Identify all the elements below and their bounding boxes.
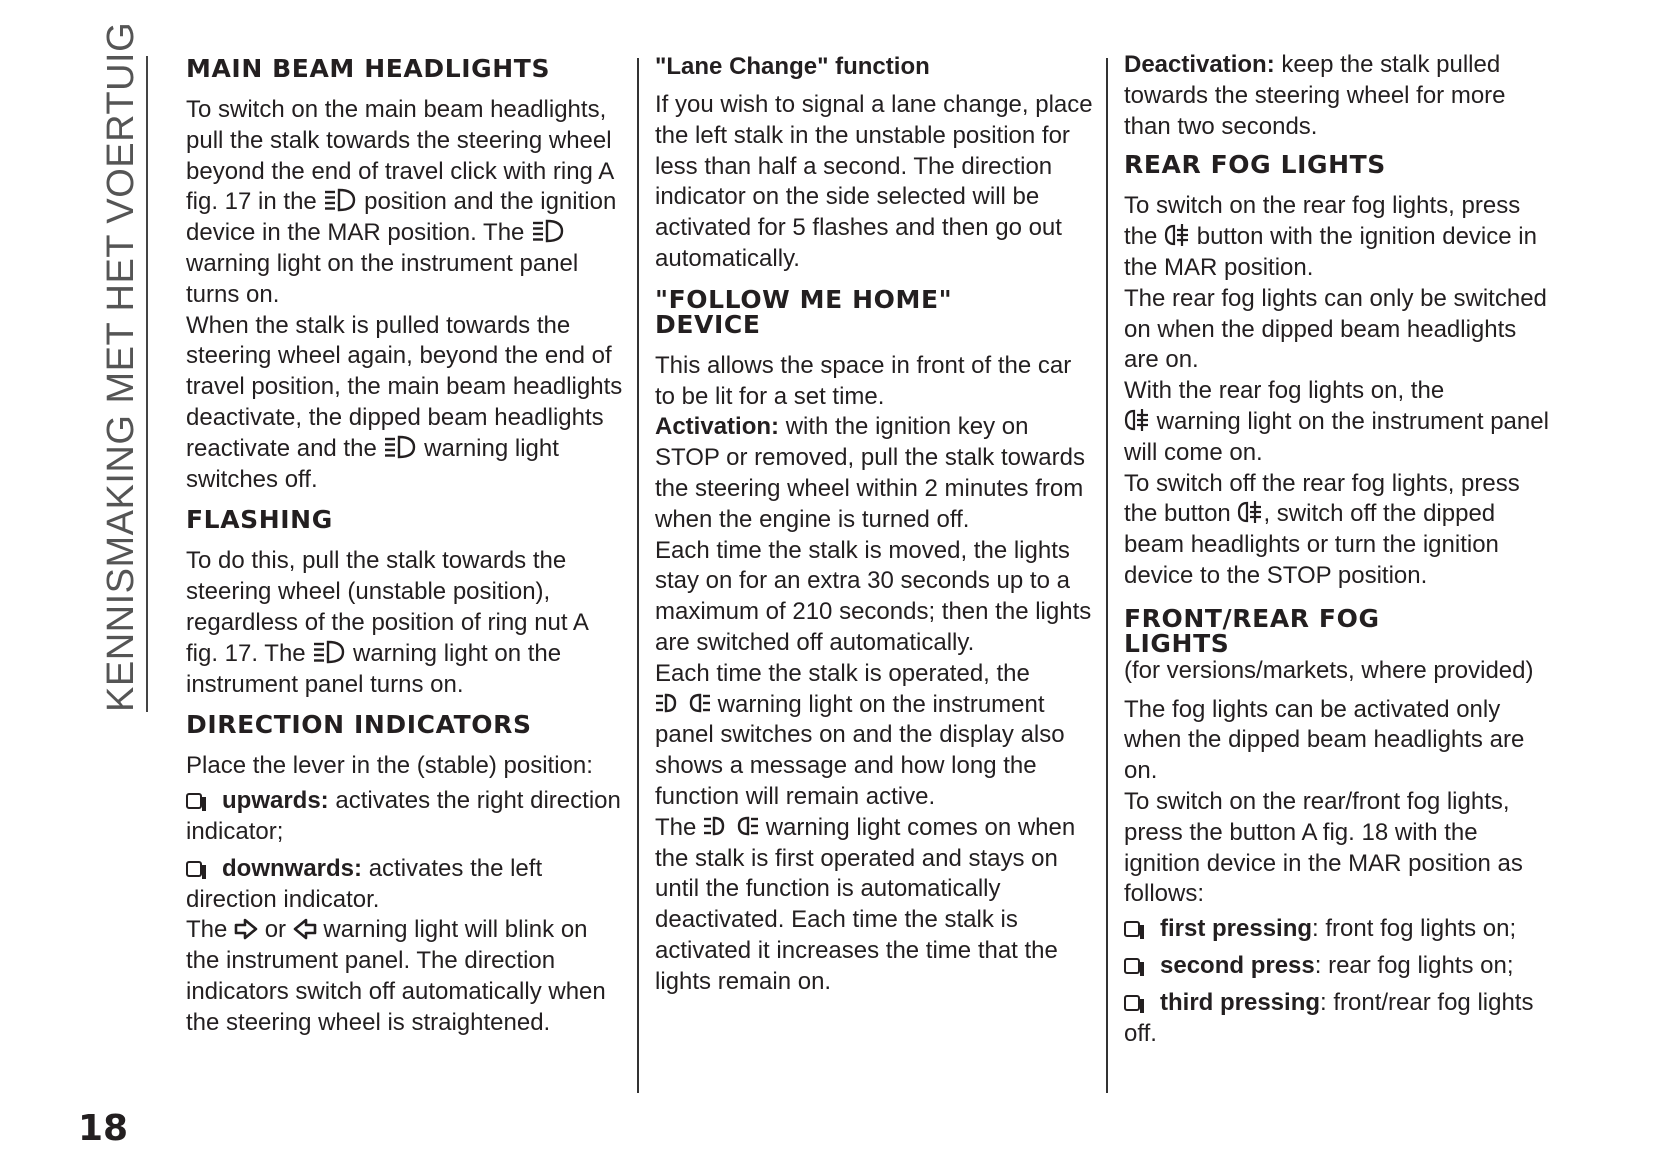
main-beam-icon bbox=[531, 219, 565, 243]
deactivation-paragraph: Deactivation: keep the stalk pulled towards the steering wheel for more than two seconds. bbox=[1124, 51, 1506, 140]
column-3 bbox=[1124, 50, 1554, 1055]
rear-fog-warning-paragraph: With the rear fog lights on, the warning light on the instrument panel will come on. bbox=[1124, 377, 1549, 466]
bullet-box-icon bbox=[1124, 958, 1140, 974]
fog-activation-paragraph: The fog lights can be activated only when the dipped beam headlights are on. bbox=[1124, 695, 1525, 785]
rear-fog-icon bbox=[1237, 500, 1263, 524]
side-lights-icon bbox=[703, 814, 759, 838]
flashing-paragraph: To do this, pull the stalk towards the steering wheel (unstable position), regardless of the position of ring nut A fig. 17. The warning light on the instrument panel turns on. bbox=[186, 547, 588, 698]
bullet-upwards: upwards: activates the right direction indicator; bbox=[186, 787, 621, 845]
heading-follow-me-home-device: DEVICE bbox=[655, 309, 761, 339]
side-lights-icon bbox=[655, 691, 711, 715]
heading-rear-fog-lights: REAR FOG LIGHTS bbox=[1124, 150, 1386, 180]
side-title-rule bbox=[146, 56, 148, 712]
page-number: 18 bbox=[78, 1108, 129, 1149]
bullet-box-icon bbox=[1124, 921, 1140, 937]
bullet-box-icon bbox=[186, 793, 202, 809]
bullet-second-press: second press: rear fog lights on; bbox=[1124, 951, 1554, 982]
lane-change-paragraph: If you wish to signal a lane change, place the left stalk in the unstable position for less than half a second. The direction indicator on the side selected will be activated for 5 flashes and then go out automatically. bbox=[655, 91, 1093, 272]
direction-intro: Place the lever in the (stable) position: bbox=[186, 752, 593, 780]
heading-front-rear-fog: FRONT/REAR FOG bbox=[1124, 603, 1380, 633]
heading-front-rear-fog-lights: LIGHTS bbox=[1124, 628, 1230, 658]
activation-paragraph: Activation: with the ignition key on STOP or removed, pull the stalk towards the steering wheel within 2 minutes from when the engine is turned off. bbox=[655, 413, 1085, 533]
column-1 bbox=[186, 50, 626, 1039]
heading-follow-me-home: "FOLLOW ME HOME" bbox=[655, 284, 953, 314]
bullet-box-icon bbox=[186, 861, 202, 877]
heading-lane-change: "Lane Change" function bbox=[655, 53, 930, 80]
column-divider-2 bbox=[1106, 58, 1108, 1093]
bullet-downwards: downwards: activates the left direction indicator. bbox=[186, 854, 543, 913]
each-time-operated-paragraph: Each time the stalk is operated, the warning light on the instrument panel switches on and the display also shows a message and how long the function will remain active. bbox=[655, 659, 1065, 810]
bullet-third-pressing: third pressing: front/rear fog lights off. bbox=[1124, 988, 1534, 1047]
rear-fog-icon bbox=[1124, 408, 1150, 432]
main-beam-icon bbox=[312, 640, 346, 664]
blink-paragraph: The or warning light will blink on the instrument panel. The direction indicators switch off automatically when the steering wheel is straightened. bbox=[186, 916, 606, 1036]
main-beam-off-paragraph: When the stalk is pulled towards the steering wheel again, beyond the end of travel position, the main beam headlights deactivate, the dipped beam headlights reactivate and the warning light switches off. bbox=[186, 311, 623, 493]
heading-flashing: FLASHING bbox=[186, 505, 333, 535]
heading-main-beam: MAIN BEAM HEADLIGHTS bbox=[186, 54, 551, 83]
follow-me-home-paragraph: This allows the space in front of the car to be lit for a set time. bbox=[655, 351, 1072, 410]
main-beam-icon bbox=[323, 188, 357, 212]
fog-switch-paragraph: To switch on the rear/front fog lights, press the button A fig. 18 with the ignition device in the MAR position as follows: bbox=[1124, 787, 1523, 908]
column-divider-1 bbox=[637, 58, 639, 1093]
right-arrow-icon bbox=[234, 918, 258, 940]
main-beam-icon bbox=[383, 435, 417, 459]
left-arrow-icon bbox=[293, 918, 317, 940]
rear-fog-icon bbox=[1164, 223, 1190, 247]
versions-note: (for versions/markets, where provided) bbox=[1124, 656, 1534, 684]
rear-fog-paragraph: To switch on the rear fog lights, press the button with the ignition device in the MAR position. bbox=[1124, 192, 1537, 281]
rear-fog-off-paragraph: To switch off the rear fog lights, press the button , switch off the dipped beam headlights or turn the ignition device to the STOP position. bbox=[1124, 469, 1520, 589]
rear-fog-condition-paragraph: The rear fog lights can only be switched on when the dipped beam headlights are on. bbox=[1124, 284, 1547, 374]
main-beam-paragraph: To switch on the main beam headlights, pull the stalk towards the steering wheel beyond the end of travel click with ring A fig. 17 in the position and the ignition device in the MAR position. The warning light on the instrument panel turns on. bbox=[186, 96, 617, 308]
bullet-box-icon bbox=[1124, 995, 1140, 1011]
column-2 bbox=[655, 50, 1095, 998]
side-lights-paragraph: The warning light comes on when the stalk is first operated and stays on until the function is automatically deactivated. Each time the stalk is activated it increases the time that the lights remain on. bbox=[655, 813, 1076, 995]
bullet-first-pressing: first pressing: front fog lights on; bbox=[1124, 914, 1554, 945]
heading-direction-indicators: DIRECTION INDICATORS bbox=[186, 710, 532, 740]
section-side-title: KENNISMAKING MET HET VOERTUIG bbox=[100, 21, 142, 712]
each-time-paragraph: Each time the stalk is moved, the lights stay on for an extra 30 seconds up to a maximum of 210 seconds; then the lights are switched off automatically. bbox=[655, 536, 1092, 656]
